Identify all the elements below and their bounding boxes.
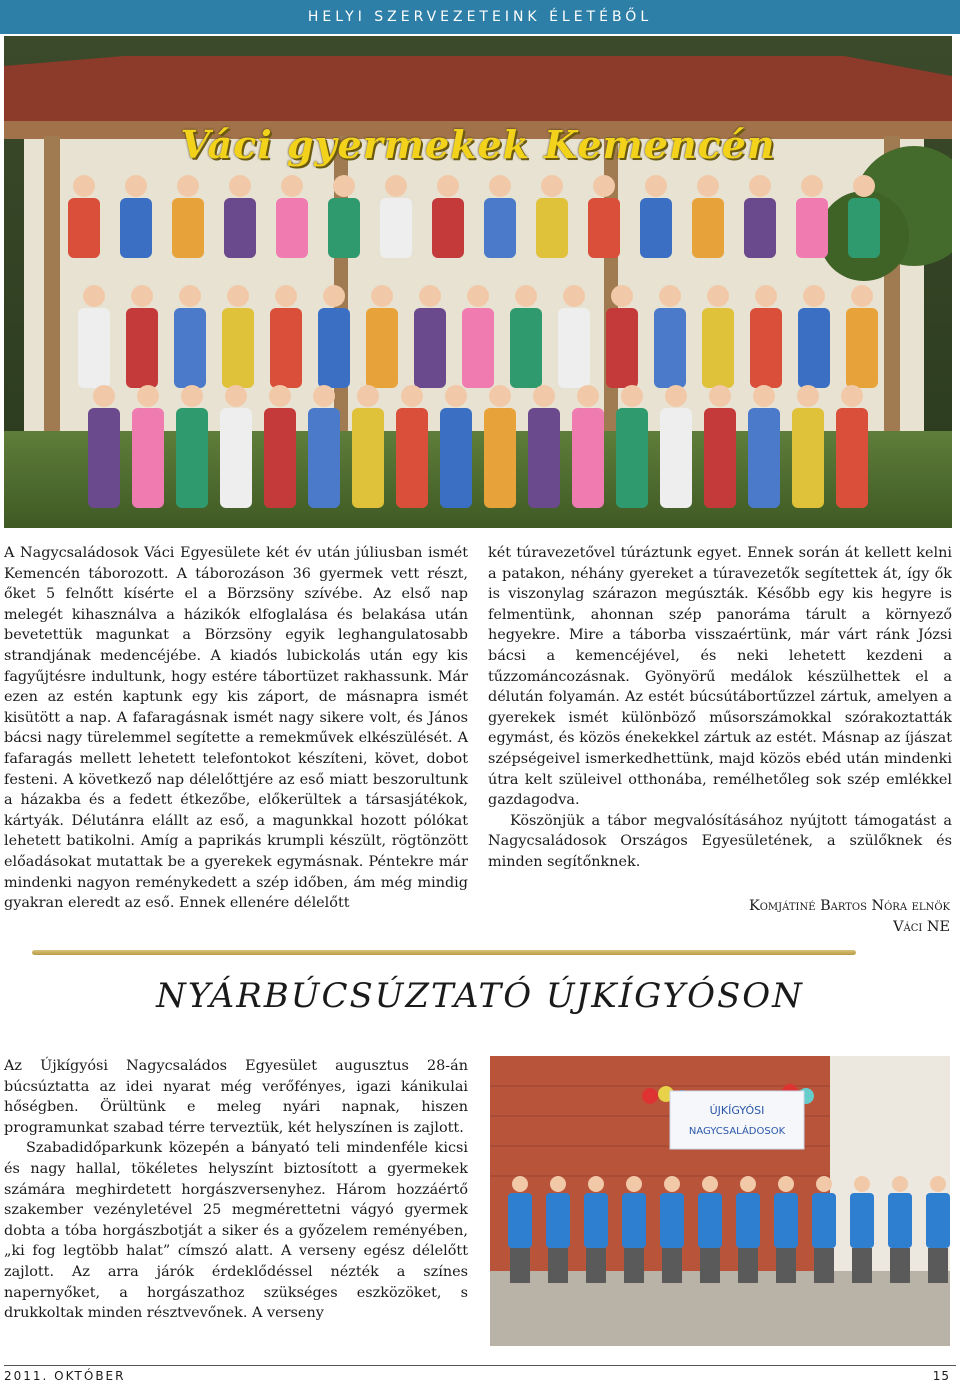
article1-text-right-p1: két túravezetővel túráztunk egyet. Ennek során át kellett kelni a patakon, néhány gyereket a túravezetők segítettek át, így ők is viszonylag szárazon megúszták. Később egy kis hegyre is felmentünk, ahonnan szép panoráma tárult a környező hegyekre. Mire a táborba visszaértünk, már várt ránk Józsi bácsi a kemencéjével, és neki lehetett kezdeni a tűzzománcozásnak. Gyönyörű medálok készülhettek el a délután folyamán. Az estét búcsútábortűzzel zártuk, amelyen a gyerekek ismét különböző műsorszámokkal szórakoztatták egymást, és közös énekekkel zártuk az estét. Másnap az íjászat szépségeivel ismerkedhettünk, majd közös ebéd után mindenki útra kelt szüleivel otthonába, remélhetőleg sok szép emlékkel gazdagodva. — [488, 545, 952, 809]
signature-org: Váci NE — [893, 919, 950, 935]
article1-right-column — [488, 543, 952, 873]
article1-text-left: A Nagycsaládosok Váci Egyesülete két év után júliusban ismét Kemencén táborozott. A táborozáson 36 gyermek vett részt, őket 5 felnőtt kísérte el a Börzsöny szívébe. Az első nap melegét kihasználva a házikók elfoglalása és belakása után bevetettük magunkat a Börzsöny egyik leghangulatosabb strandjának medencéjébe. A kiadós lubickolás után egy kis fagyűjtésre indultunk, hogy estére tábortüzet rakhassunk. Már ezen az estén kaptunk egy kis záport, de másnapra ismét kisütött a nap. A fafaragásnak ismét nagy sikere volt, és János bácsi nagy türelemmel segítette a remekművek elkészülését. A fafaragás mellett lehetett telefontokot készíteni, követ, dobot festeni. A következő nap délelőttjére az eső miatt beszorultunk a házakba és a fedett étkezőbe, előkerültek a társasjátékok, kártyák. Délutánra elállt az eső, a magunkkal hozott pólókat lehetett batikolni. Amíg a paprikás krumpli készült, rögtönzött előadásokat mutattak be a gyerekek egymásnak. Péntekre már mindenki nagyon reménykedett a szép időben, ám még mindig gyakran eleredt az eső. Ennek ellenére délelőtt — [4, 545, 468, 912]
event-photo — [490, 1056, 950, 1346]
footer-rule — [4, 1365, 956, 1366]
article2-left-column — [4, 1056, 468, 1324]
footer-issue: 2011. OKTÓBER — [4, 1369, 126, 1383]
article2-title: NYÁRBÚCSÚZTATÓ ÚJKÍGYÓSON — [156, 976, 804, 1016]
signature-name: Komjátiné Bartos Nóra elnök — [748, 898, 950, 914]
section-title: HELYI SZERVEZETEINK ÉLETÉBŐL — [307, 9, 653, 25]
article2-text-p2: Szabadidőparkunk közepén a bányató teli mindenféle kicsi és nagy hallal, tökéletes helyszínt biztosított a gyermekek számára meghirdetett horgászversenyhez. Három hozzáértő szakember vezényletével 25 megmérettetni vágyó gyermek dobta a tóba horgászbotját a siker és a győzelem reményében, „ki fog legtöbb halat” címszó alatt. A verseny egész délelőtt zajlott. Az arra járók érdeklődéssel nézték a színes napernyőket, a horgászathoz szükséges eszközöket, s drukkoltak minden résztvevőnek. A verseny — [4, 1140, 468, 1322]
article2-text-p1: Az Újkígyósi Nagycsaládos Egyesület augusztus 28-án búcsúztatta az idei nyarat még verőfényes, igazi kánikulai hőségben. Örültünk e meleg nyári napnak, hiszen programunkat szabad térre terveztük, két helyszínen is zajlott. — [4, 1058, 468, 1136]
group-photo — [4, 36, 952, 528]
banner-line2: NAGYCSALÁDOSOK — [688, 1126, 786, 1137]
article1-title: Váci gyermekek Kemencén — [180, 122, 776, 167]
article1-signature — [749, 896, 950, 938]
article1-left-column — [4, 543, 468, 914]
article-divider — [32, 950, 856, 955]
footer-page-number: 15 — [932, 1369, 950, 1383]
banner-line1: ÚJKÍGYÓSI — [709, 1104, 765, 1117]
article1-text-right-p2: Köszönjük a tábor megvalósításához nyújtott támogatást a Nagycsaládosok Országos Egyesületének, a szülőknek és minden segítőnknek. — [488, 812, 952, 870]
